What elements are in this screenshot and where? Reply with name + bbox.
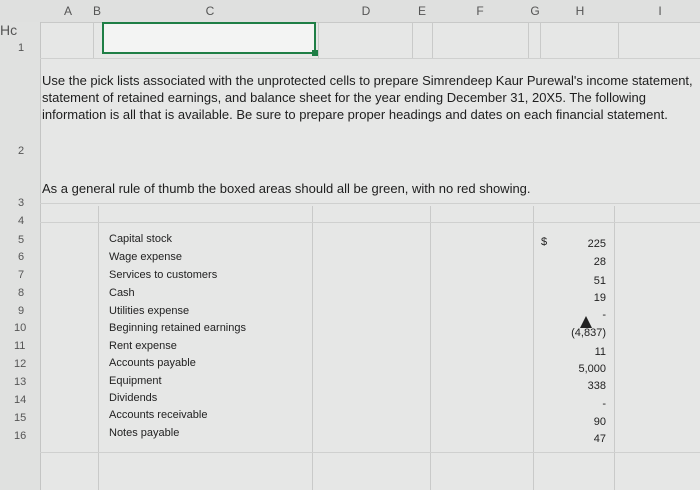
mouse-cursor-icon [580, 316, 592, 328]
grid-hline [40, 222, 700, 223]
grid-vline [430, 206, 431, 490]
item-value: (4,837) [571, 327, 606, 339]
column-header-d[interactable]: D [361, 4, 371, 18]
item-label[interactable]: Dividends [109, 392, 158, 404]
item-label[interactable]: Wage expense [109, 251, 182, 263]
column-header-bar [0, 0, 700, 23]
grid-vline [93, 22, 94, 58]
grid-vline [318, 22, 319, 58]
item-value: 5,000 [578, 363, 606, 375]
grid-vline [312, 206, 313, 490]
item-value: 19 [593, 292, 606, 304]
row-header-4[interactable]: 4 [18, 215, 25, 227]
item-label[interactable]: Equipment [109, 375, 162, 387]
row-header-6[interactable]: 6 [18, 251, 25, 263]
grid-vline [98, 206, 99, 490]
row-header-14[interactable]: 14 [14, 394, 27, 406]
row-header-16[interactable]: 16 [14, 430, 27, 442]
row-header-8[interactable]: 8 [18, 287, 25, 299]
item-value: 11 [594, 346, 606, 358]
column-header-a[interactable]: A [63, 4, 73, 18]
column-header-b[interactable]: B [92, 4, 102, 18]
item-label[interactable]: Notes payable [109, 427, 180, 439]
item-value: 225 [587, 238, 606, 250]
grid-vline [618, 22, 619, 58]
row-header-10[interactable]: 10 [14, 322, 27, 334]
instructions-rule: As a general rule of thumb the boxed areas should all be green, with no red showing. [42, 181, 531, 196]
grid-vline [540, 22, 541, 58]
grid-hline [40, 203, 700, 204]
item-label[interactable]: Services to customers [109, 269, 218, 281]
corner-text: Hc [0, 22, 18, 38]
item-label[interactable]: Utilities expense [109, 305, 190, 317]
item-value: 90 [593, 416, 606, 428]
column-header-c[interactable]: C [205, 4, 215, 18]
item-label[interactable]: Capital stock [109, 233, 172, 245]
row-header-3[interactable]: 3 [18, 197, 25, 209]
grid-vline [614, 206, 615, 490]
item-label[interactable]: Accounts payable [109, 357, 196, 369]
row-header-column [0, 22, 41, 490]
grid-vline [533, 206, 534, 490]
column-header-g[interactable]: G [530, 4, 540, 18]
row-header-11[interactable]: 11 [14, 340, 26, 352]
item-value: - [602, 398, 606, 410]
item-value: 338 [587, 380, 606, 392]
grid-hline [40, 452, 700, 453]
row-header-15[interactable]: 15 [14, 412, 27, 424]
currency-symbol: $ [541, 236, 548, 248]
selected-cell[interactable] [102, 22, 316, 54]
fill-handle[interactable] [312, 50, 318, 56]
row-header-7[interactable]: 7 [18, 269, 25, 281]
row-header-2[interactable]: 2 [18, 145, 25, 157]
item-label[interactable]: Rent expense [109, 340, 177, 352]
row-header-9[interactable]: 9 [18, 305, 25, 317]
item-label[interactable]: Accounts receivable [109, 409, 208, 421]
grid-hline [40, 58, 700, 59]
item-value: - [602, 309, 606, 321]
row-header-12[interactable]: 12 [14, 358, 27, 370]
grid-vline [412, 22, 413, 58]
item-value: 47 [593, 433, 606, 445]
column-header-f[interactable]: F [476, 4, 484, 18]
row-header-5[interactable]: 5 [18, 234, 25, 246]
grid-vline [432, 22, 433, 58]
column-header-e[interactable]: E [417, 4, 427, 18]
instructions-paragraph: Use the pick lists associated with the unprotected cells to prepare Simrendeep Kaur Purewal's income statement, statement of retained earnings, and balance sheet for the year ending December 31, 20X5. The following information is all that is available. Be sure to prepare proper headings and dates on each financial statement. [42, 73, 693, 122]
grid-vline [528, 22, 529, 58]
item-label[interactable]: Cash [109, 287, 135, 299]
item-value: 28 [593, 256, 606, 268]
column-header-i[interactable]: I [658, 4, 662, 18]
row-header-13[interactable]: 13 [14, 376, 27, 388]
item-value: 51 [593, 275, 606, 287]
row-header-1[interactable]: 1 [18, 42, 25, 54]
item-label[interactable]: Beginning retained earnings [109, 322, 246, 334]
column-header-h[interactable]: H [575, 4, 585, 18]
